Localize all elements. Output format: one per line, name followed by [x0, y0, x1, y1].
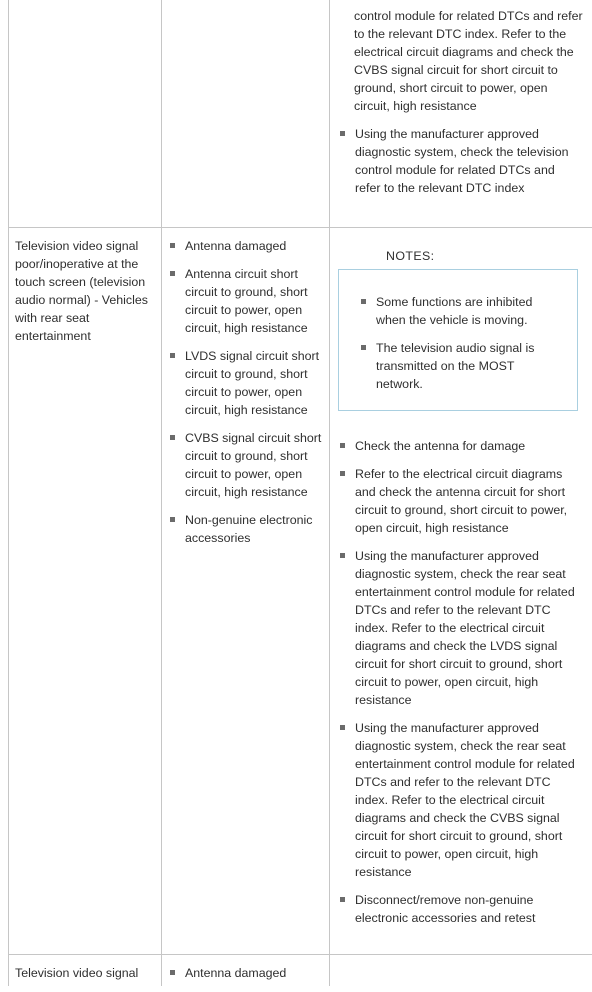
table-divider-1 [161, 0, 162, 986]
list-item: CVBS signal circuit short circuit to ground, short circuit to power, open circuit, high resistance [168, 429, 323, 501]
note-item: The television audio signal is transmitted on the MOST network. [359, 339, 554, 393]
list-item: Antenna damaged [168, 237, 323, 255]
cause-list [168, 237, 323, 547]
list-item: Antenna circuit short circuit to ground, short circuit to power, open circuit, high resistance [168, 265, 323, 337]
table-border-left [8, 0, 9, 986]
row1-actions-cell [338, 437, 583, 937]
list-item: Using the manufacturer approved diagnostic system, check the rear seat entertainment control module for related DTCs and refer to the relevant DTC index. Refer to the electrical circuit diagrams and check the CVBS signal circuit for short circuit to ground, short circuit to power, open circuit, high resistance [338, 719, 583, 881]
cause-list [168, 964, 323, 982]
notes-list [359, 293, 554, 403]
row2-causes-cell [168, 964, 323, 992]
row1-causes-cell [168, 237, 323, 557]
continued-action-text: control module for related DTCs and refer to the relevant DTC index. Refer to the electrical circuit diagrams and check the CVBS signal circuit for short circuit to ground, short circuit to power, open circuit, high resistance [354, 9, 583, 113]
list-item: LVDS signal circuit short circuit to ground, short circuit to power, open circuit, high resistance [168, 347, 323, 419]
row-separator-1 [8, 227, 592, 228]
row-separator-2 [8, 954, 592, 955]
list-item: Check the antenna for damage [338, 437, 583, 455]
symptom-text: Television video signal [15, 966, 139, 980]
table-divider-2 [329, 0, 330, 986]
list-item: Non-genuine electronic accessories [168, 511, 323, 547]
list-item: Using the manufacturer approved diagnostic system, check the television control module for related DTCs and refer to the relevant DTC index [338, 125, 583, 197]
list-item: Using the manufacturer approved diagnostic system, check the rear seat entertainment control module for related DTCs and refer to the relevant DTC index. Refer to the electrical circuit diagrams and check the LVDS signal circuit for short circuit to ground, short circuit to power, open circuit, high resistance [338, 547, 583, 709]
row0-action-list [338, 125, 583, 197]
action-list [338, 437, 583, 927]
notes-box [338, 269, 578, 411]
list-item: Antenna damaged [168, 964, 323, 982]
symptom-text: Television video signal poor/inoperative at the touch screen (television audio normal) - Vehicles with rear seat entertainment [15, 239, 148, 343]
row0-actions-cell [338, 7, 583, 207]
row2-symptom-cell [15, 964, 155, 982]
note-item: Some functions are inhibited when the vehicle is moving. [359, 293, 554, 329]
list-item: Disconnect/remove non-genuine electronic accessories and retest [338, 891, 583, 927]
list-item: Refer to the electrical circuit diagrams and check the antenna circuit for short circuit to ground, short circuit to power, open circuit, high resistance [338, 465, 583, 537]
row1-symptom-cell [15, 237, 155, 345]
notes-heading: NOTES: [386, 249, 435, 263]
